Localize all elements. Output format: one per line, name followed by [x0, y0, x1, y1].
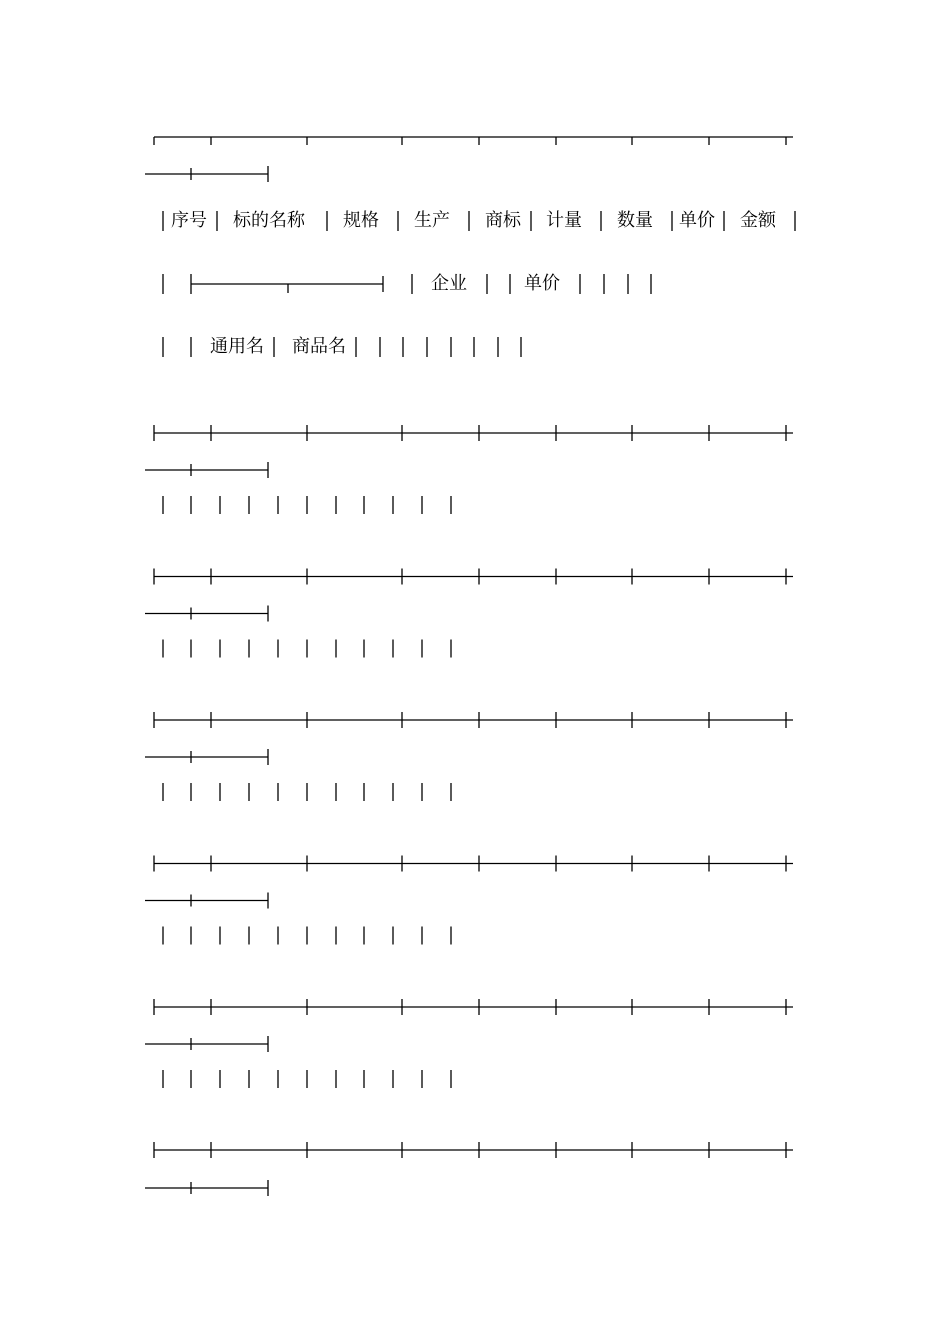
- header-item-name: 标的名称: [233, 210, 305, 231]
- header-generic-name: 通用名: [210, 336, 264, 357]
- header-trademark: 商标: [485, 210, 521, 231]
- header-seq-no: 序号: [171, 210, 207, 231]
- header-unit-price: 单价: [679, 210, 715, 231]
- header-production: 生产: [414, 210, 450, 231]
- header-amount: 金额: [740, 210, 776, 231]
- header-spec: 规格: [343, 210, 379, 231]
- header-quantity: 数量: [617, 210, 653, 231]
- header-product-name: 商品名: [292, 336, 346, 357]
- header-unit: 单价: [524, 273, 560, 294]
- header-enterprise: 企业: [431, 273, 467, 294]
- header-measure: 计量: [546, 210, 582, 231]
